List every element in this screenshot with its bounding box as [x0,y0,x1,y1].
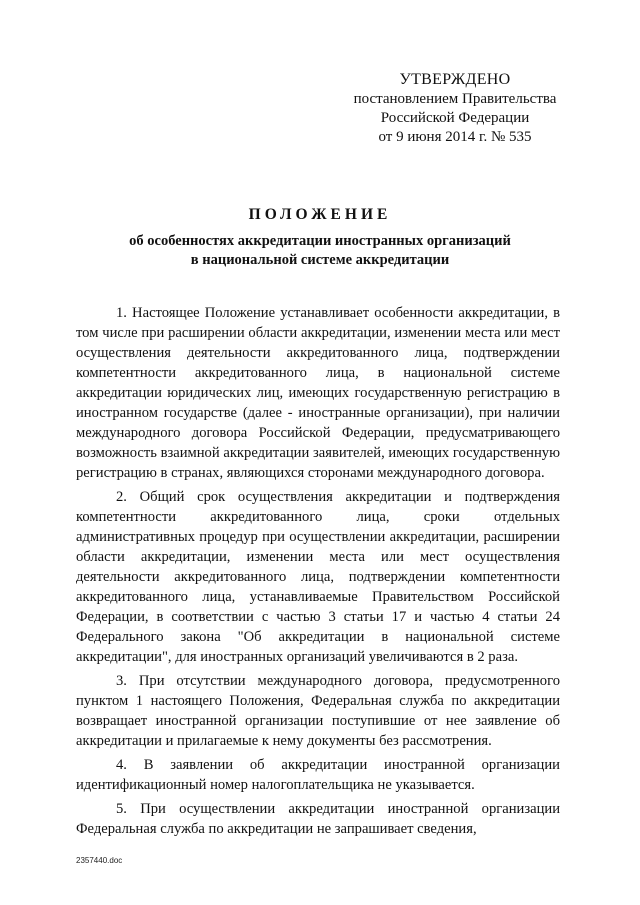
document-body [76,303,560,843]
approval-line-2: Российской Федерации [380,110,530,126]
paragraph-2: 2. Общий срок осуществления аккредитации и подтверждения компетентности аккредитованного лица, сроки отдельных административных процедур при осуществлении аккредитации, расширении области аккредитации, изменении места или мест осуществления деятельности аккредитованного лица, подтверждении компетентности аккредитованного лица, устанавливаемые Правительством Российской Федерации, в соответствии с частью 3 статьи 17 и частью 4 статьи 24 Федерального закона "Об аккредитации в национальной системе аккредитации", для иностранных организаций увеличиваются в 2 раза. [76,489,560,665]
approval-heading: УТВЕРЖДЕНО [399,71,511,88]
paragraph-5: 5. При осуществлении аккредитации иностранной организации Федеральная служба по аккредитации не запрашивает сведения, [76,801,560,837]
document-title: ПОЛОЖЕНИЕ [248,206,392,223]
subtitle-line-2: в национальной системе аккредитации [190,252,450,268]
paragraph-3: 3. При отсутствии международного договора, предусмотренного пунктом 1 настоящего Положения, Федеральная служба по аккредитации возвращает иностранной организации поступившие от нее заявление об аккредитации и прилагаемые к нему документы без рассмотрения. [76,673,560,749]
approval-line-3: от 9 июня 2014 г. № 535 [378,129,532,145]
approval-block [330,70,580,147]
file-name-footer: 2357440.doc [76,856,123,865]
document-subtitle [70,232,570,270]
subtitle-line-1: об особенностях аккредитации иностранных организаций [129,233,511,249]
paragraph-4: 4. В заявлении об аккредитации иностранной организации идентификационный номер налогоплательщика не указывается. [76,757,560,793]
approval-line-1: постановлением Правительства [353,91,557,107]
paragraph-1: 1. Настоящее Положение устанавливает особенности аккредитации, в том числе при расширении области аккредитации, изменении места или мест осуществления деятельности аккредитованного лица, подтверждении компетентности аккредитованного лица, в национальной системе аккредитации юридических лиц, имеющих государственную регистрацию в иностранном государстве (далее - иностранные организации), при наличии международного договора Российской Федерации, предусматривающего возможность взаимной аккредитации заявителей, имеющих государственную регистрацию в странах, являющихся сторонами международного договора. [76,305,560,481]
